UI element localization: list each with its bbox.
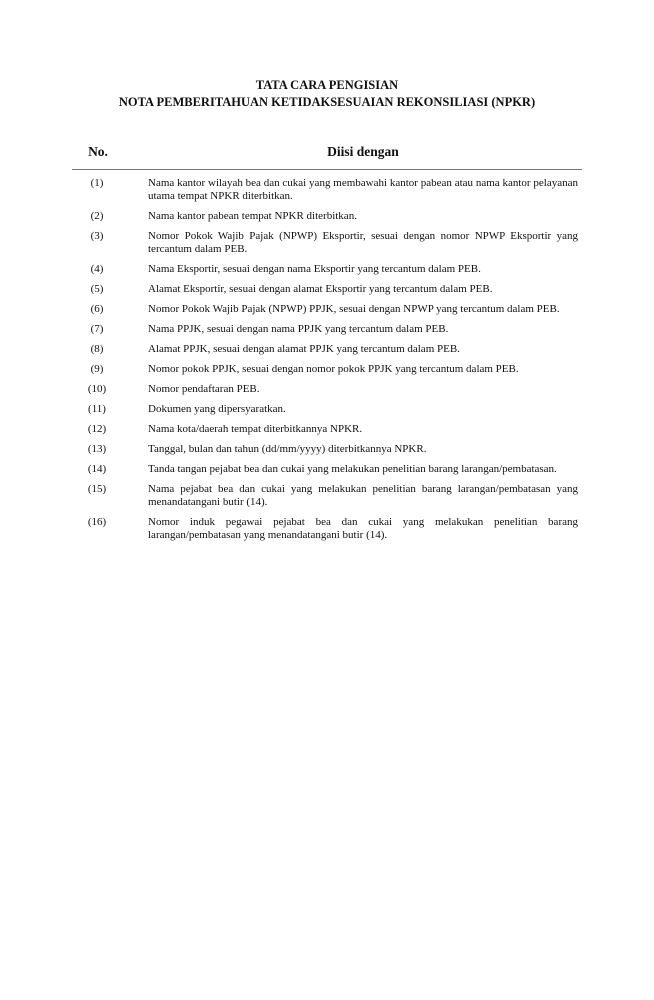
table-row	[72, 443, 582, 456]
row-description: Nama Eksportir, sesuai dengan nama Eksportir yang tercantum dalam PEB.	[148, 263, 481, 275]
row-description: Nama pejabat bea dan cukai yang melakukan penelitian barang larangan/pembatasan yang menandatangani butir (14).	[148, 483, 578, 508]
row-description: Nama kota/daerah tempat diterbitkannya NPKR.	[148, 423, 363, 435]
row-description: Dokumen yang dipersyaratkan.	[148, 403, 286, 415]
title-line-2: NOTA PEMBERITAHUAN KETIDAKSESUAIAN REKONSILIASI (NPKR)	[118, 95, 536, 109]
row-number: (14)	[87, 463, 107, 475]
table-row	[72, 483, 582, 509]
table-row	[72, 363, 582, 376]
title-line-1: TATA CARA PENGISIAN	[255, 78, 399, 92]
table-row	[72, 283, 582, 296]
row-number: (13)	[87, 443, 107, 455]
table-row	[72, 423, 582, 436]
row-number: (16)	[87, 516, 107, 528]
table-row	[72, 230, 582, 256]
row-description: Nomor Pokok Wajib Pajak (NPWP) Eksportir, sesuai dengan nomor NPWP Eksportir yang tercantum dalam PEB.	[148, 230, 578, 255]
table-row	[72, 177, 582, 203]
table-row	[72, 323, 582, 336]
row-description: Nomor Pokok Wajib Pajak (NPWP) PPJK, sesuai dengan NPWP yang tercantum dalam PEB.	[148, 303, 560, 315]
row-number: (8)	[90, 343, 104, 355]
row-description: Nama kantor wilayah bea dan cukai yang membawahi kantor pabean atau nama kantor pelayanan utama tempat NPKR diterbitkan.	[148, 177, 578, 202]
column-header-no: No.	[88, 144, 108, 159]
row-description: Alamat Eksportir, sesuai dengan alamat Eksportir yang tercantum dalam PEB.	[148, 283, 493, 295]
row-number: (6)	[90, 303, 104, 315]
table-row	[72, 403, 582, 416]
row-number: (9)	[90, 363, 104, 375]
row-number: (12)	[87, 423, 107, 435]
row-description: Nomor pendaftaran PEB.	[148, 383, 260, 395]
row-number: (7)	[90, 323, 104, 335]
row-description: Nomor pokok PPJK, sesuai dengan nomor pokok PPJK yang tercantum dalam PEB.	[148, 363, 519, 375]
row-number: (2)	[90, 210, 104, 222]
row-number: (10)	[87, 383, 107, 395]
table-row	[72, 383, 582, 396]
table-row	[72, 343, 582, 356]
row-number: (15)	[87, 483, 107, 495]
row-description: Nama PPJK, sesuai dengan nama PPJK yang tercantum dalam PEB.	[148, 323, 449, 335]
header-divider	[72, 169, 582, 170]
document-title	[0, 77, 654, 111]
row-number: (3)	[90, 230, 104, 242]
row-description: Tanda tangan pejabat bea dan cukai yang melakukan penelitian barang larangan/pembatasan.	[148, 463, 557, 475]
table-row	[72, 516, 582, 542]
row-description: Alamat PPJK, sesuai dengan alamat PPJK yang tercantum dalam PEB.	[148, 343, 460, 355]
column-header-content: Diisi dengan	[327, 144, 399, 159]
table-row	[72, 303, 582, 316]
row-number: (1)	[90, 177, 104, 189]
row-description: Tanggal, bulan dan tahun (dd/mm/yyyy) diterbitkannya NPKR.	[148, 443, 427, 455]
instruction-table	[72, 177, 582, 549]
table-row	[72, 210, 582, 223]
row-description: Nama kantor pabean tempat NPKR diterbitkan.	[148, 210, 357, 222]
table-row	[72, 263, 582, 276]
table-row	[72, 463, 582, 476]
row-number: (11)	[88, 403, 106, 415]
row-number: (4)	[90, 263, 104, 275]
row-description: Nomor induk pegawai pejabat bea dan cukai yang melakukan penelitian barang larangan/pembatasan yang menandatangani butir (14).	[148, 516, 578, 541]
row-number: (5)	[90, 283, 104, 295]
